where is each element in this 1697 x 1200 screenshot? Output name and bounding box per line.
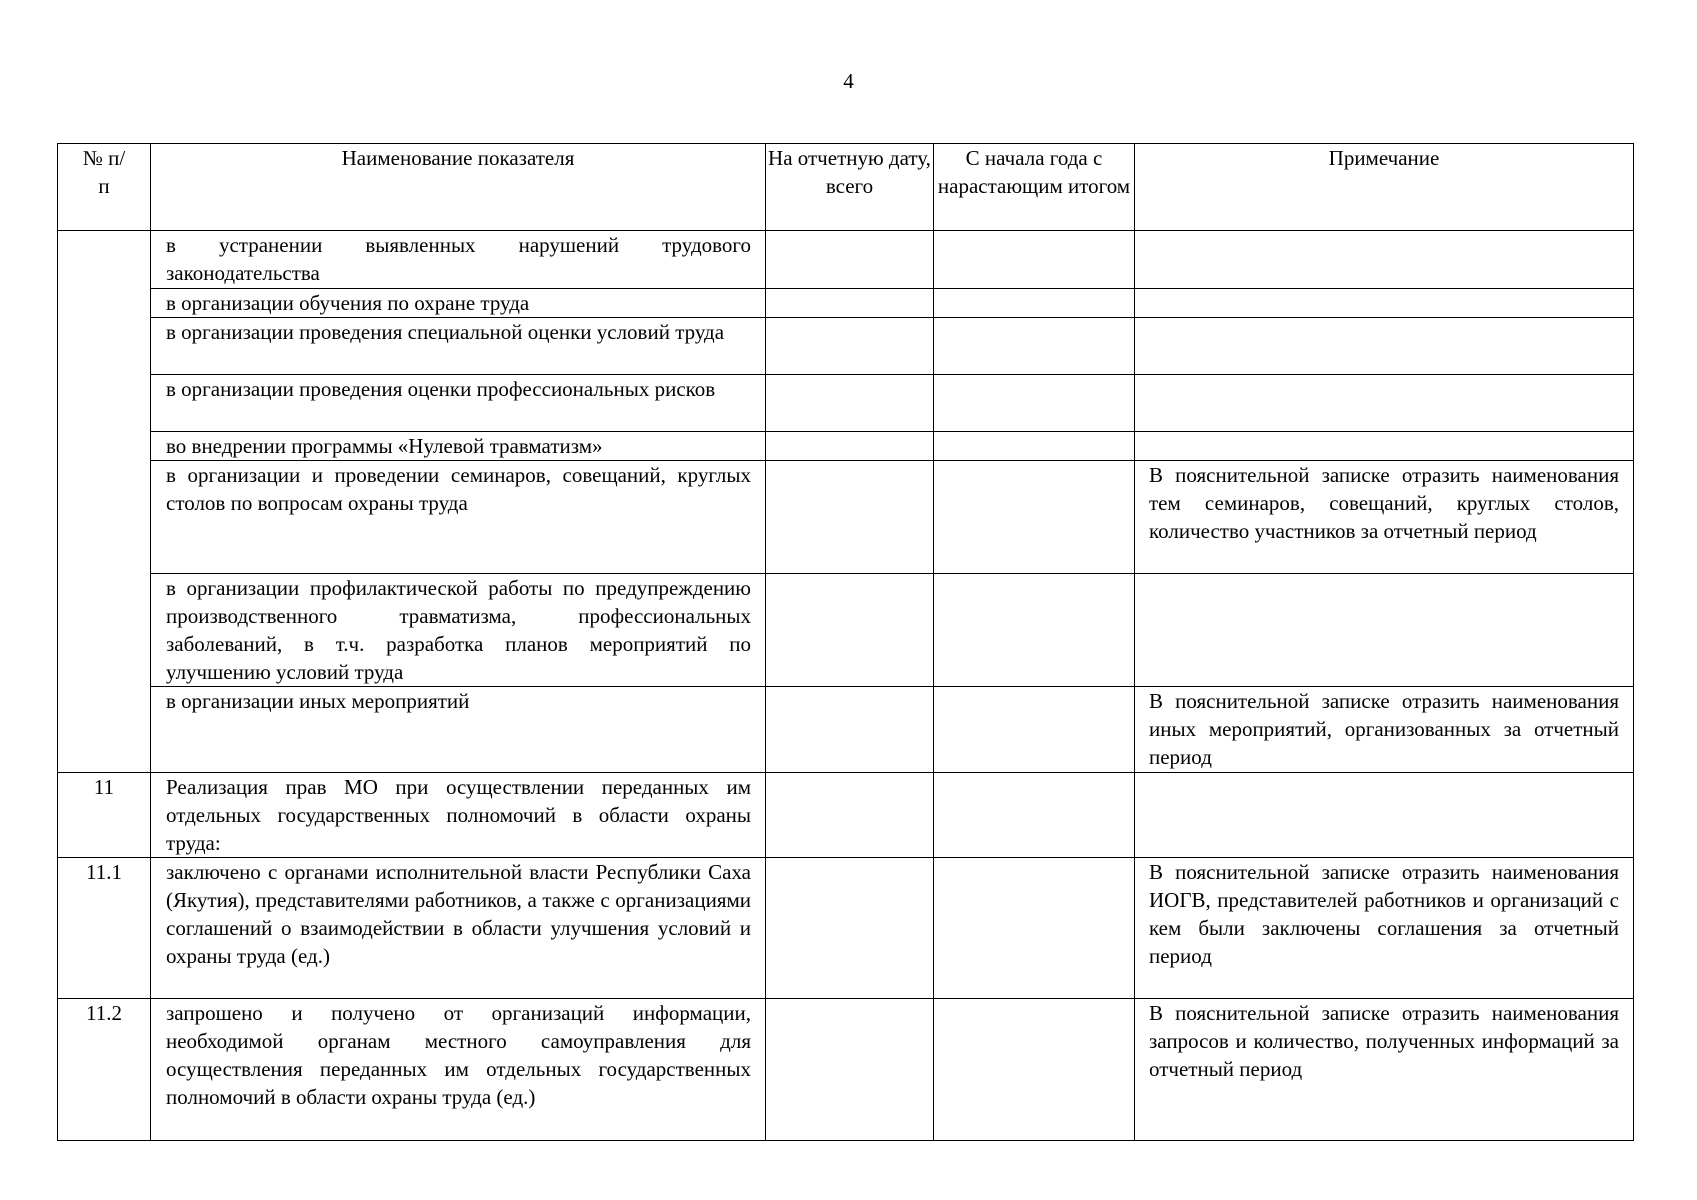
header-ytd: С начала года с нарастающим итогом xyxy=(934,144,1135,231)
value-ytd xyxy=(934,231,1135,289)
table-row xyxy=(58,574,1634,687)
header-num: № п/п xyxy=(58,144,151,231)
indicator-name: запрошено и получено от организаций информации, необходимой органам местного самоуправления для осуществления переданных им отдельных государственных полномочий в области охраны труда (ед.) xyxy=(151,999,766,1141)
indicator-name: заключено с органами исполнительной власти Республики Саха (Якутия), представителями работников, а также с организациями соглашений о взаимодействии в области улучшения условий и охраны труда (ед.) xyxy=(151,858,766,999)
table-row xyxy=(58,999,1634,1141)
header-note: Примечание xyxy=(1135,144,1634,231)
table-row xyxy=(58,432,1634,461)
table-row xyxy=(58,773,1634,858)
value-ytd xyxy=(934,773,1135,858)
value-on-date xyxy=(766,858,934,999)
value-on-date xyxy=(766,432,934,461)
table-row xyxy=(58,231,1634,289)
note-cell xyxy=(1135,574,1634,687)
note-cell: В пояснительной записке отразить наименования запросов и количество, полученных информаций за отчетный период xyxy=(1135,999,1634,1141)
indicator-name: в организации иных мероприятий xyxy=(151,687,766,773)
indicator-name: в устранении выявленных нарушений трудового законодательства xyxy=(151,231,766,289)
note-cell: В пояснительной записке отразить наименования тем семинаров, совещаний, круглых столов, количество участников за отчетный период xyxy=(1135,461,1634,574)
value-ytd xyxy=(934,289,1135,318)
row-num-cell: 11.2 xyxy=(58,999,151,1141)
value-ytd xyxy=(934,461,1135,574)
indicator-name: в организации обучения по охране труда xyxy=(151,289,766,318)
indicator-name: Реализация прав МО при осуществлении переданных им отдельных государственных полномочий в области охраны труда: xyxy=(151,773,766,858)
row-num-cell xyxy=(58,231,151,773)
note-cell: В пояснительной записке отразить наименования иных мероприятий, организованных за отчетный период xyxy=(1135,687,1634,773)
value-on-date xyxy=(766,574,934,687)
indicator-name: в организации профилактической работы по предупреждению производственного травматизма, профессиональных заболеваний, в т.ч. разработка планов мероприятий по улучшению условий труда xyxy=(151,574,766,687)
header-on-date: На отчетную дату, всего xyxy=(766,144,934,231)
table-row xyxy=(58,461,1634,574)
value-on-date xyxy=(766,999,934,1141)
indicator-name: в организации проведения оценки профессиональных рисков xyxy=(151,375,766,432)
note-cell: В пояснительной записке отразить наименования ИОГВ, представителей работников и организаций с кем были заключены соглашения за отчетный период xyxy=(1135,858,1634,999)
note-cell xyxy=(1135,432,1634,461)
row-num-cell: 11.1 xyxy=(58,858,151,999)
table-row xyxy=(58,318,1634,375)
value-on-date xyxy=(766,318,934,375)
table-row xyxy=(58,375,1634,432)
note-cell xyxy=(1135,289,1634,318)
value-ytd xyxy=(934,375,1135,432)
value-ytd xyxy=(934,687,1135,773)
report-table xyxy=(57,143,1634,1141)
value-ytd xyxy=(934,574,1135,687)
table-row xyxy=(58,289,1634,318)
header-row xyxy=(58,144,1634,231)
value-on-date xyxy=(766,687,934,773)
header-name: Наименование показателя xyxy=(151,144,766,231)
value-ytd xyxy=(934,858,1135,999)
value-on-date xyxy=(766,375,934,432)
row-num-cell: 11 xyxy=(58,773,151,858)
value-ytd xyxy=(934,318,1135,375)
value-on-date xyxy=(766,461,934,574)
note-cell xyxy=(1135,318,1634,375)
value-on-date xyxy=(766,289,934,318)
table-row xyxy=(58,858,1634,999)
indicator-name: во внедрении программы «Нулевой травматизм» xyxy=(151,432,766,461)
table-row xyxy=(58,687,1634,773)
page-number: 4 xyxy=(843,69,854,93)
note-cell xyxy=(1135,231,1634,289)
indicator-name: в организации проведения специальной оценки условий труда xyxy=(151,318,766,375)
note-cell xyxy=(1135,375,1634,432)
value-ytd xyxy=(934,432,1135,461)
value-on-date xyxy=(766,231,934,289)
value-on-date xyxy=(766,773,934,858)
note-cell xyxy=(1135,773,1634,858)
indicator-name: в организации и проведении семинаров, совещаний, круглых столов по вопросам охраны труда xyxy=(151,461,766,574)
value-ytd xyxy=(934,999,1135,1141)
